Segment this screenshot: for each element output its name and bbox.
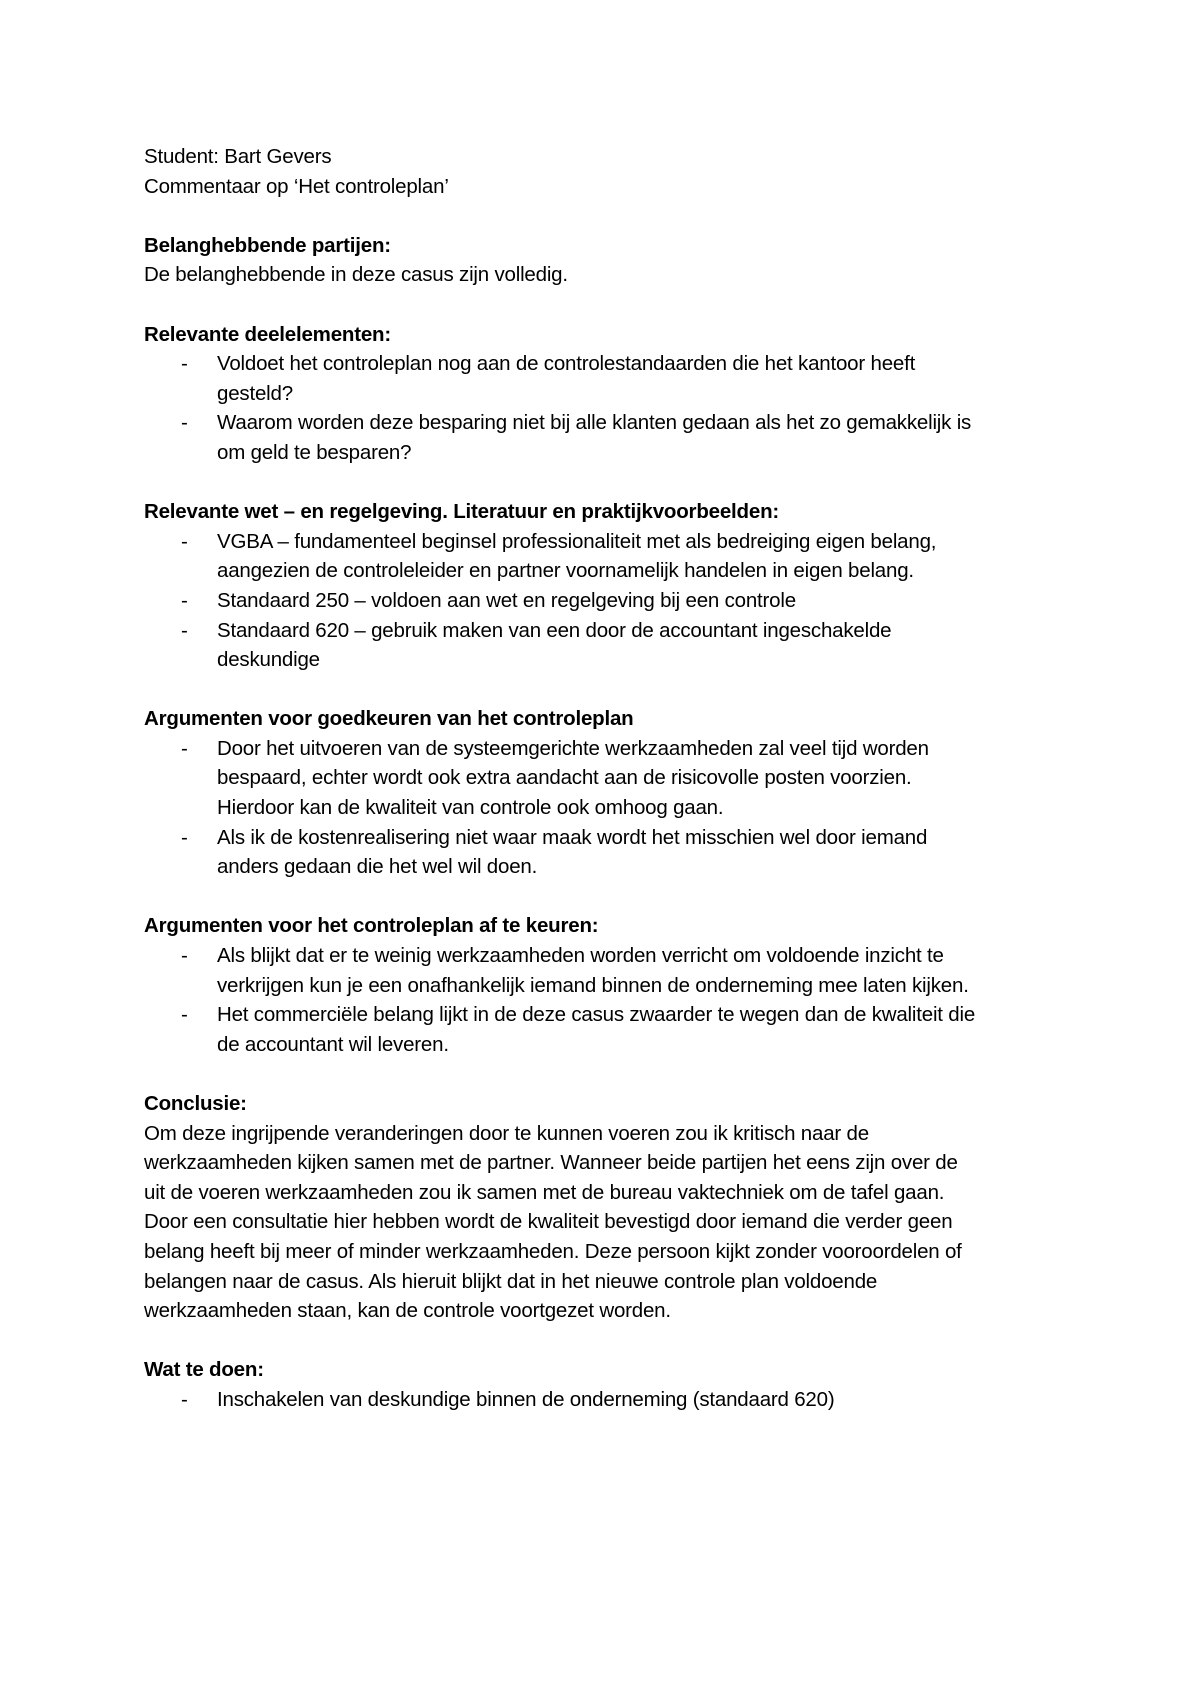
- list-item-line: Als ik de kostenrealisering niet waar maak wordt het misschien wel door iemand: [217, 825, 928, 849]
- list-item-line: VGBA – fundamenteel beginsel professionaliteit met als bedreiging eigen belang,: [217, 529, 937, 553]
- section-heading-conclusion: Conclusie:: [144, 1092, 247, 1115]
- paragraph-line: Om deze ingrijpende veranderingen door te kunnen voeren zou ik kritisch naar de: [144, 1121, 869, 1145]
- list-item: [144, 349, 1064, 408]
- list-item: [144, 616, 1064, 675]
- spacer: [144, 1326, 1064, 1356]
- list-item-line: Hierdoor kan de kwaliteit van controle ook omhoog gaan.: [217, 796, 724, 820]
- spacer: [144, 468, 1064, 498]
- document-body: [144, 142, 1064, 1415]
- list-item: [144, 734, 1064, 823]
- sub-elements-list: [144, 349, 1064, 467]
- list-item-line: de accountant wil leveren.: [217, 1032, 449, 1056]
- spacer: [144, 290, 1064, 320]
- list-item-line: deskundige: [217, 648, 320, 672]
- paragraph-line: uit de voeren werkzaamheden zou ik samen met de bureau vaktechniek om de tafel gaan.: [144, 1180, 945, 1204]
- list-item-line: aangezien de controleleider en partner voornamelijk handelen in eigen belang.: [217, 559, 914, 583]
- bullet-dash: -: [181, 1387, 188, 1411]
- list-item: [144, 823, 1064, 882]
- conclusion-paragraph: [144, 1119, 1064, 1326]
- section-heading-sub-elements: Relevante deelelementen:: [144, 322, 391, 346]
- todo-list: [144, 1385, 1064, 1415]
- list-item: [144, 1385, 1064, 1415]
- bullet-dash: -: [181, 736, 188, 760]
- spacer: [144, 201, 1064, 231]
- bullet-dash: -: [181, 944, 188, 968]
- bullet-dash: -: [181, 529, 188, 553]
- spacer: [144, 675, 1064, 705]
- paragraph-line: belang heeft bij meer of minder werkzaamheden. Deze persoon kijkt zonder vooroordelen of: [144, 1239, 962, 1263]
- legislation-list: [144, 527, 1064, 675]
- list-item: [144, 408, 1064, 467]
- list-item-line: bespaard, echter wordt ook extra aandacht aan de risicovolle posten voorzien.: [217, 766, 912, 790]
- bullet-dash: -: [181, 411, 188, 435]
- section-heading-legislation: Relevante wet – en regelgeving. Literatuur en praktijkvoorbeelden:: [144, 500, 780, 524]
- bullet-dash: -: [181, 1003, 188, 1027]
- spacer: [144, 882, 1064, 912]
- list-item: [144, 1000, 1064, 1059]
- list-item-line: gesteld?: [217, 381, 293, 405]
- list-item-line: anders gedaan die het wel wil doen.: [217, 855, 538, 879]
- list-item-line: Voldoet het controleplan nog aan de controlestandaarden die het kantoor heeft: [217, 352, 916, 376]
- bullet-dash: -: [181, 825, 188, 849]
- arguments-approve-list: [144, 734, 1064, 882]
- bullet-dash: -: [181, 352, 188, 376]
- list-item-line: Inschakelen van deskundige binnen de onderneming (standaard 620): [217, 1387, 835, 1411]
- list-item-line: Door het uitvoeren van de systeemgerichte werkzaamheden zal veel tijd worden: [217, 736, 929, 760]
- list-item-line: Als blijkt dat er te weinig werkzaamheden worden verricht om voldoende inzicht te: [217, 944, 944, 968]
- stakeholders-paragraph: De belanghebbende in deze casus zijn volledig.: [144, 263, 568, 287]
- section-heading-arguments-reject: Argumenten voor het controleplan af te keuren:: [144, 914, 599, 938]
- list-item-line: Waarom worden deze besparing niet bij alle klanten gedaan als het zo gemakkelijk is: [217, 411, 972, 435]
- list-item-line: Standaard 250 – voldoen aan wet en regelgeving bij een controle: [217, 588, 796, 612]
- arguments-reject-list: [144, 941, 1064, 1059]
- list-item-line: Standaard 620 – gebruik maken van een door de accountant ingeschakelde: [217, 618, 892, 642]
- bullet-dash: -: [181, 588, 188, 612]
- document-subtitle: Commentaar op ‘Het controleplan’: [144, 174, 449, 198]
- student-name: Student: Bart Gevers: [144, 145, 332, 168]
- section-heading-stakeholders: Belanghebbende partijen:: [144, 233, 391, 257]
- bullet-dash: -: [181, 618, 188, 642]
- paragraph-line: Door een consultatie hier hebben wordt de kwaliteit bevestigd door iemand die verder geen: [144, 1210, 953, 1234]
- paragraph-line: werkzaamheden staan, kan de controle voortgezet worden.: [144, 1299, 671, 1323]
- paragraph-line: belangen naar de casus. Als hieruit blijkt dat in het nieuwe controle plan voldoende: [144, 1269, 878, 1293]
- list-item-line: om geld te besparen?: [217, 440, 412, 464]
- paragraph-line: werkzaamheden kijken samen met de partner. Wanneer beide partijen het eens zijn over de: [144, 1151, 958, 1175]
- list-item: [144, 527, 1064, 586]
- spacer: [144, 1059, 1064, 1089]
- list-item-line: Het commerciële belang lijkt in de deze casus zwaarder te wegen dan de kwaliteit die: [217, 1003, 976, 1027]
- section-heading-arguments-approve: Argumenten voor goedkeuren van het controleplan: [144, 707, 634, 731]
- list-item: [144, 941, 1064, 1000]
- section-heading-todo: Wat te doen:: [144, 1358, 264, 1382]
- list-item-line: verkrijgen kun je een onafhankelijk iemand binnen de onderneming mee laten kijken.: [217, 973, 969, 997]
- list-item: [144, 586, 1064, 616]
